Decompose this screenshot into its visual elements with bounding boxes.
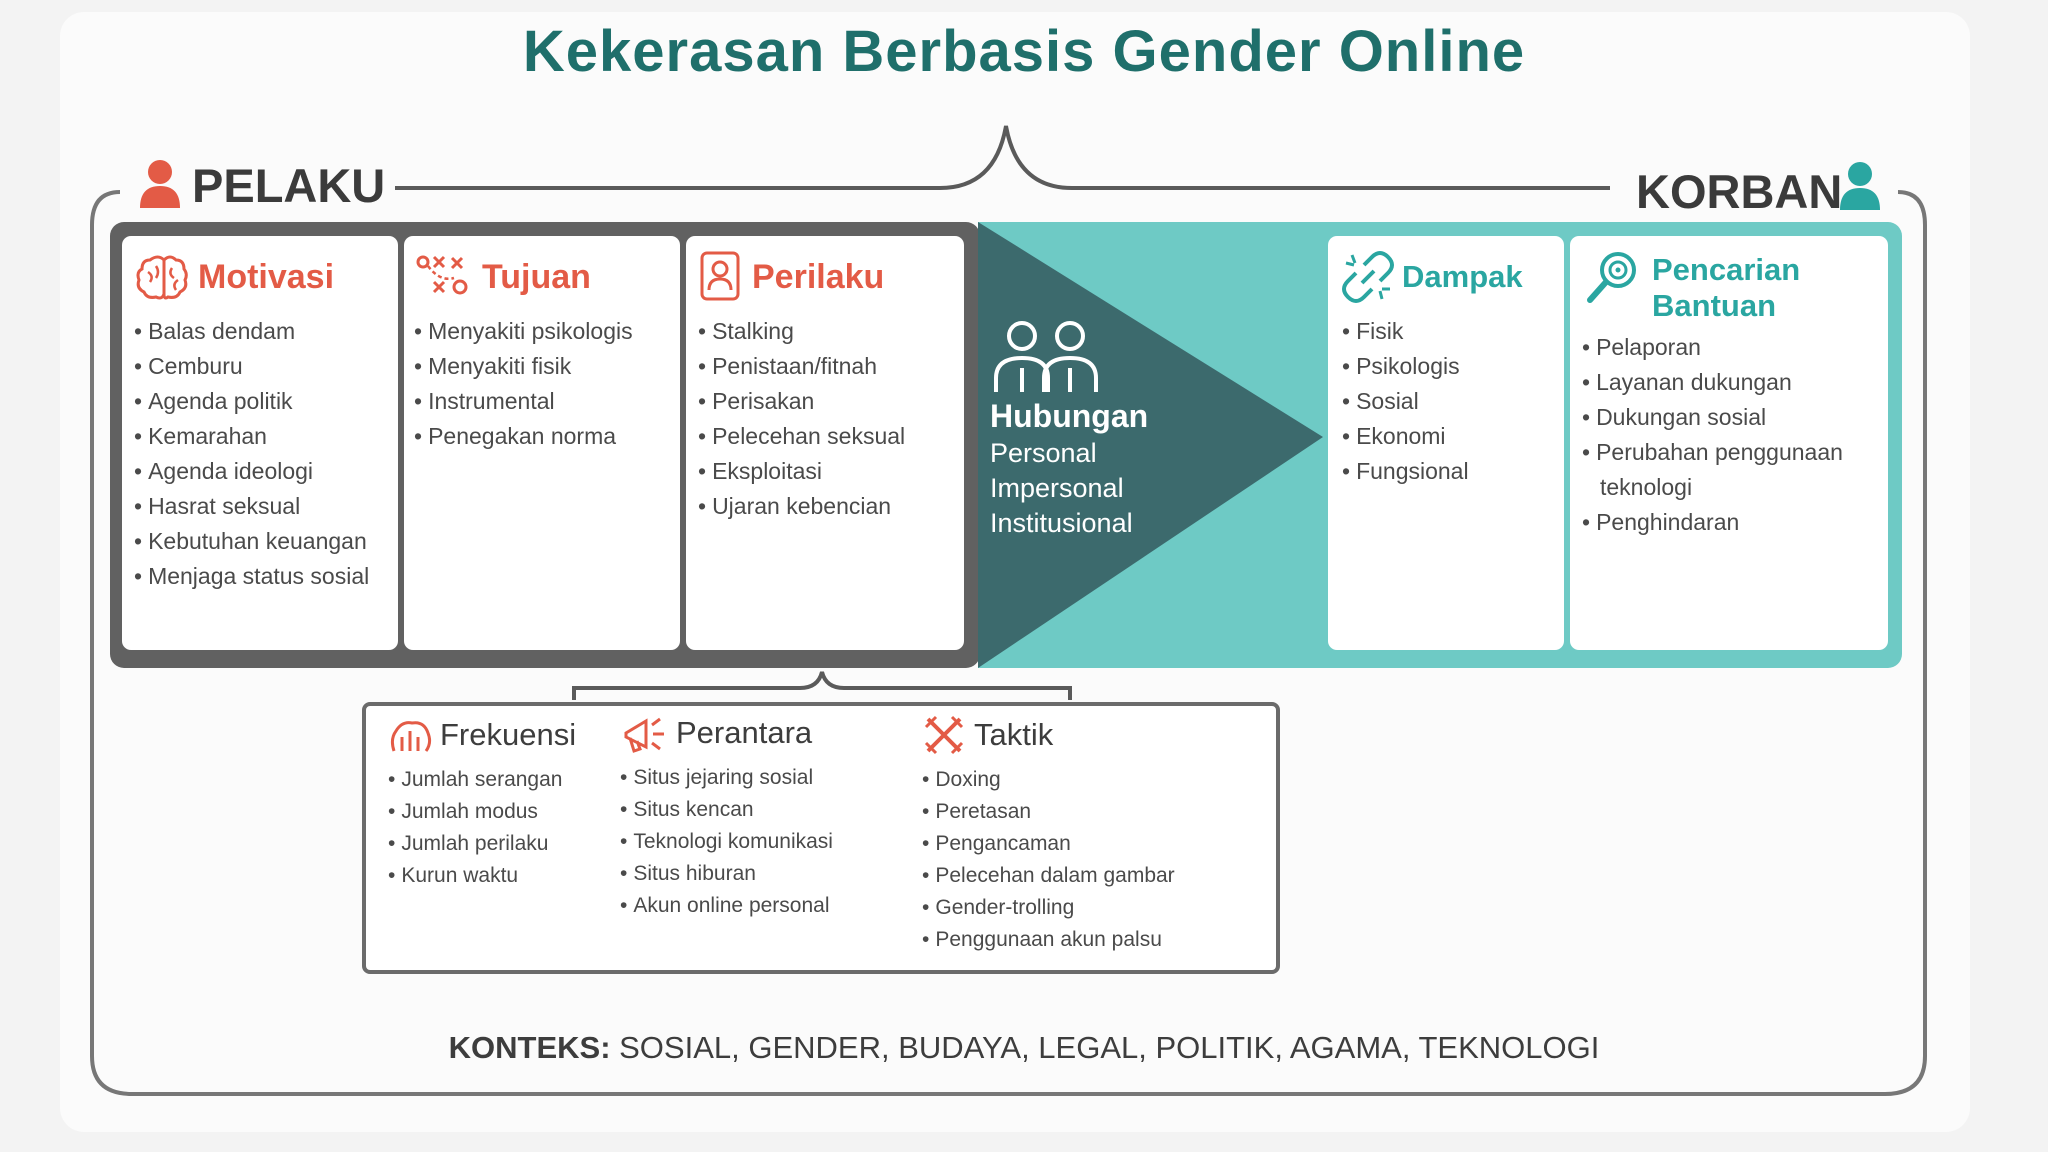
hubungan-list	[990, 436, 1133, 541]
taktik-list	[922, 764, 1262, 956]
perilaku-panel	[686, 236, 964, 650]
list-item: • Perubahan penggunaan	[1582, 435, 1878, 470]
list-item: • Fisik	[1342, 314, 1554, 349]
dampak-panel	[1328, 236, 1564, 650]
diagram-title: Kekerasan Berbasis Gender Online	[522, 19, 1526, 84]
strategy-icon	[414, 252, 474, 302]
list-item: • Balas dendam	[134, 314, 388, 349]
broken-link-icon	[1342, 251, 1394, 303]
list-item: • Agenda politik	[134, 384, 388, 419]
pelaku-person-icon	[138, 158, 182, 208]
pencarian-list	[1582, 330, 1878, 540]
frequency-brain-icon	[388, 715, 432, 755]
list-item: • Penegakan norma	[414, 419, 670, 454]
list-item: • Layanan dukungan	[1582, 365, 1878, 400]
brain-icon	[134, 252, 190, 302]
list-item-continuation: teknologi	[1600, 474, 1693, 500]
crossed-swords-icon	[922, 713, 966, 757]
list-item: • Pelecehan seksual	[698, 419, 954, 454]
korban-person-icon	[1838, 160, 1882, 210]
pencarian-title-line2: Bantuan	[1652, 288, 1776, 323]
list-item: • Kurun waktu	[388, 860, 618, 892]
list-item: • Kemarahan	[134, 419, 388, 454]
list-item: • Situs kencan	[620, 794, 910, 826]
perantara-list	[620, 762, 910, 922]
korban-label: KORBAN	[1636, 165, 1843, 218]
frekuensi-section	[388, 712, 618, 892]
list-item: Impersonal	[990, 473, 1124, 503]
list-item: • Jumlah modus	[388, 796, 618, 828]
pencarian-title-line1: Pencarian	[1652, 252, 1801, 287]
taktik-section	[922, 712, 1262, 956]
perilaku-title: Perilaku	[752, 257, 885, 296]
list-item: • Teknologi komunikasi	[620, 826, 910, 858]
list-item: Institusional	[990, 508, 1133, 538]
list-item: • Peretasan	[922, 796, 1262, 828]
motivasi-title: Motivasi	[198, 257, 335, 296]
list-item: • Menyakiti psikologis	[414, 314, 670, 349]
list-item: • Psikologis	[1342, 349, 1554, 384]
pencarian-bantuan-panel	[1570, 236, 1888, 650]
taktik-title: Taktik	[974, 717, 1054, 752]
perantara-title: Perantara	[676, 715, 813, 750]
motivasi-list	[134, 314, 388, 594]
list-item: • Cemburu	[134, 349, 388, 384]
konteks-line	[0, 1030, 2048, 1066]
tujuan-list	[414, 314, 670, 454]
list-item: • Pelecehan dalam gambar	[922, 860, 1262, 892]
tujuan-panel	[404, 236, 680, 650]
list-item: • Instrumental	[414, 384, 670, 419]
motivasi-panel	[122, 236, 398, 650]
list-item: • Gender-trolling	[922, 892, 1262, 924]
list-item: • Situs hiburan	[620, 858, 910, 890]
list-item: • Jumlah serangan	[388, 764, 618, 796]
list-item: • Penistaan/fitnah	[698, 349, 954, 384]
list-item: • Dukungan sosial	[1582, 400, 1878, 435]
hubungan-title: Hubungan	[990, 398, 1149, 434]
list-item: • Stalking	[698, 314, 954, 349]
megaphone-icon	[620, 711, 668, 755]
list-item: • Akun online personal	[620, 890, 910, 922]
pelaku-label: PELAKU	[192, 159, 386, 212]
list-item: • Eksploitasi	[698, 454, 954, 489]
list-item: • Agenda ideologi	[134, 454, 388, 489]
list-item: • Hasrat seksual	[134, 489, 388, 524]
list-item: • Fungsional	[1342, 454, 1554, 489]
dampak-list	[1342, 314, 1554, 489]
list-item: • Menyakiti fisik	[414, 349, 670, 384]
konteks-label: KONTEKS:	[448, 1030, 611, 1065]
dampak-title: Dampak	[1402, 259, 1523, 294]
list-item: • Sosial	[1342, 384, 1554, 419]
list-item: • Pelaporan	[1582, 330, 1878, 365]
list-item: • Ujaran kebencian	[698, 489, 954, 524]
perantara-section	[620, 710, 910, 922]
perilaku-list	[698, 314, 954, 524]
people-icon	[990, 318, 1102, 396]
list-item: • Perisakan	[698, 384, 954, 419]
tujuan-title: Tujuan	[482, 257, 591, 296]
search-magnifier-icon	[1582, 248, 1642, 310]
list-item: • Penghindaran	[1582, 505, 1878, 540]
list-item: • Doxing	[922, 764, 1262, 796]
konteks-value: SOSIAL, GENDER, BUDAYA, LEGAL, POLITIK, AGAMA, TEKNOLOGI	[610, 1030, 1600, 1065]
profile-card-icon	[698, 250, 744, 304]
list-item: • Jumlah perilaku	[388, 828, 618, 860]
list-item: • Menjaga status sosial	[134, 559, 388, 594]
list-item: • Situs jejaring sosial	[620, 762, 910, 794]
list-item: Personal	[990, 438, 1097, 468]
list-item: • Pengancaman	[922, 828, 1262, 860]
list-item: • Kebutuhan keuangan	[134, 524, 388, 559]
frekuensi-title: Frekuensi	[440, 717, 577, 752]
list-item: • Ekonomi	[1342, 419, 1554, 454]
frekuensi-list	[388, 764, 618, 892]
list-item: • Penggunaan akun palsu	[922, 924, 1262, 956]
